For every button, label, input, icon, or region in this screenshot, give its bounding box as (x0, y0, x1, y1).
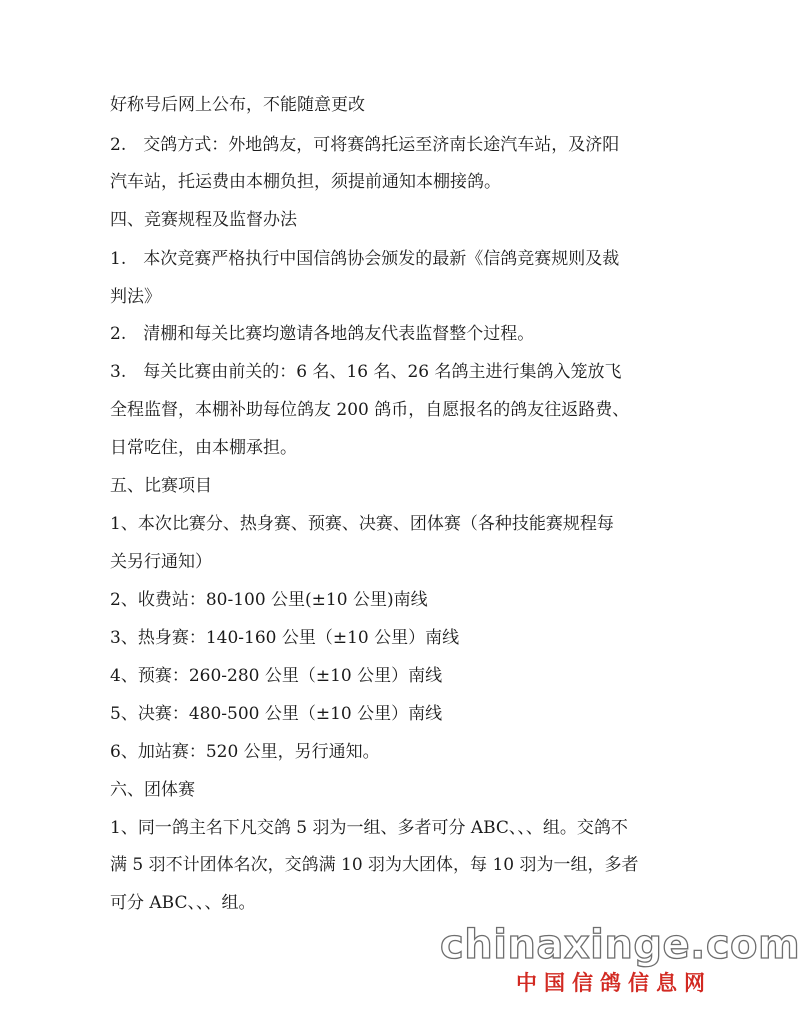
section-heading: 四、竞赛规程及监督办法 (110, 210, 297, 230)
text-line: 日常吃住，由本棚承担。 (110, 438, 297, 458)
text-line: 3. 每关比赛由前关的：6 名、16 名、26 名鸽主进行集鸽入笼放飞 (110, 362, 622, 382)
text-line: 汽车站，托运费由本棚负担，须提前通知本棚接鸽。 (110, 172, 501, 192)
section-heading: 六、团体赛 (110, 780, 195, 800)
text-line: 1. 本次竞赛严格执行中国信鸽协会颁发的最新《信鸽竞赛规则及裁 (110, 249, 620, 269)
text-line: 可分 ABC、、、组。 (110, 893, 256, 913)
text-line: 1、本次比赛分、热身赛、预赛、决赛、团体赛（各种技能赛规程每 (110, 514, 614, 534)
text-line: 1、同一鸽主名下凡交鸽 5 羽为一组、多者可分 ABC、、、组。交鸽不 (110, 818, 628, 838)
text-line: 满 5 羽不计团体名次，交鸽满 10 羽为大团体，每 10 羽为一组，多者 (110, 855, 639, 875)
text-line: 全程监督，本棚补助每位鸽友 200 鸽币，自愿报名的鸽友往返路费、 (110, 400, 630, 420)
text-line: 关另行通知） (110, 552, 212, 572)
text-line: 判法》 (110, 287, 161, 307)
text-line: 好称号后网上公布，不能随意更改 (110, 95, 365, 115)
section-heading: 五、比赛项目 (110, 476, 212, 496)
text-line: 3、热身赛：140-160 公里（±10 公里）南线 (110, 628, 460, 648)
watermark-site-name: 中国信鸽信息网 (516, 971, 712, 995)
text-line: 4、预赛：260-280 公里（±10 公里）南线 (110, 666, 443, 686)
text-line: 6、加站赛：520 公里，另行通知。 (110, 742, 380, 762)
text-line: 5、决赛：480-500 公里（±10 公里）南线 (110, 704, 443, 724)
text-line: 2、收费站：80-100 公里(±10 公里)南线 (110, 590, 428, 610)
text-line: 2. 清棚和每关比赛均邀请各地鸽友代表监督整个过程。 (110, 324, 535, 344)
watermark-domain: chinaxinge.com (440, 922, 800, 968)
text-line: 2. 交鸽方式：外地鸽友，可将赛鸽托运至济南长途汽车站，及济阳 (110, 135, 620, 155)
